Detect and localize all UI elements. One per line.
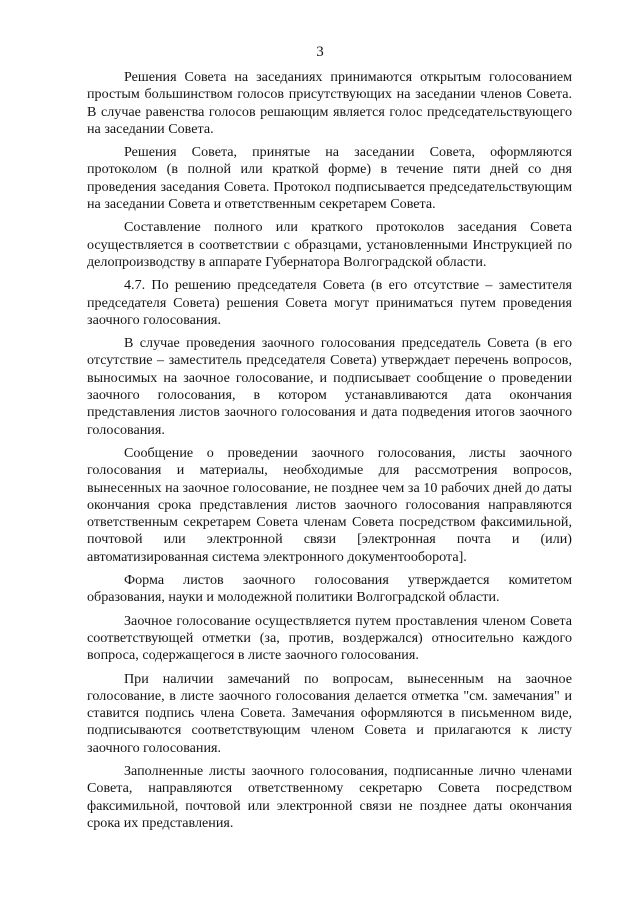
paragraph-completed-ballots: Заполненные листы заочного голосования, подписанные лично членами Совета, направляются ответственному секретарю Совета посредством факсимильной, почтовой или электронной связи не позднее даты окончания срока их представления. — [87, 762, 572, 831]
paragraph-ballot-form: Форма листов заочного голосования утверждается комитетом образования, науки и молодежной политики Волгоградской области. — [87, 572, 572, 606]
page-number: 3 — [316, 44, 324, 60]
paragraph-open-voting: Решения Совета на заседаниях принимаются открытым голосованием простым большинством голосов присутствующих на заседании членов Совета. В случае равенства голосов решающим является голос председательствующего на заседании Совета. — [87, 69, 572, 137]
paragraph-absentee-procedure: В случае проведения заочного голосования председатель Совета (в его отсутствие – заместитель председателя Совета) утверждает перечень вопросов, выносимых на заочное голосование, и подписывает сообщение о проведении заочного голосования, в котором устанавливаются дата окончания представления листов заочного голосования и дата подведения итогов заочного голосования. — [87, 335, 572, 438]
paragraph-protocol-samples: Составление полного или краткого протоколов заседания Совета осуществляется в соответствии с образцами, установленными Инструкцией по делопроизводству в аппарате Губернатора Волгоградской области. — [87, 219, 572, 270]
paragraph-voting-marks: Заочное голосование осуществляется путем проставления членом Совета соответствующей отметки (за, против, воздержался) относительно каждого вопроса, содержащегося в листе заочного голосования. — [87, 612, 572, 664]
document-body — [87, 69, 572, 832]
paragraph-4-7: 4.7. По решению председателя Совета (в его отсутствие – заместителя председателя Совета) решения Совета могут приниматься путем проведения заочного голосования. — [87, 277, 572, 328]
paragraph-remarks: При наличии замечаний по вопросам, вынесенным на заочное голосование, в листе заочного голосования делается отметка "см. замечания" и ставится подпись члена Совета. Замечания оформляются в письменном виде, подписываются соответствующим членом Совета и прилагаются к листу заочного голосования. — [87, 670, 572, 756]
paragraph-absentee-notice: Сообщение о проведении заочного голосования, листы заочного голосования и материалы, необходимые для рассмотрения вопросов, вынесенных на заочное голосование, не позднее чем за 10 рабочих дней до даты окончания срока представления листов заочного голосования направляются ответственным секретарем Совета членам Совета посредством факсимильной, почтовой или электронной связи [электронная почта и (или) автоматизированная система электронного документооборота]. — [87, 444, 572, 565]
paragraph-protocol: Решения Совета, принятые на заседании Совета, оформляются протоколом (в полной или краткой форме) в течение пяти дней со дня проведения заседания Совета. Протокол подписывается председательствующим на заседании Совета и ответственным секретарем Совета. — [87, 144, 572, 213]
